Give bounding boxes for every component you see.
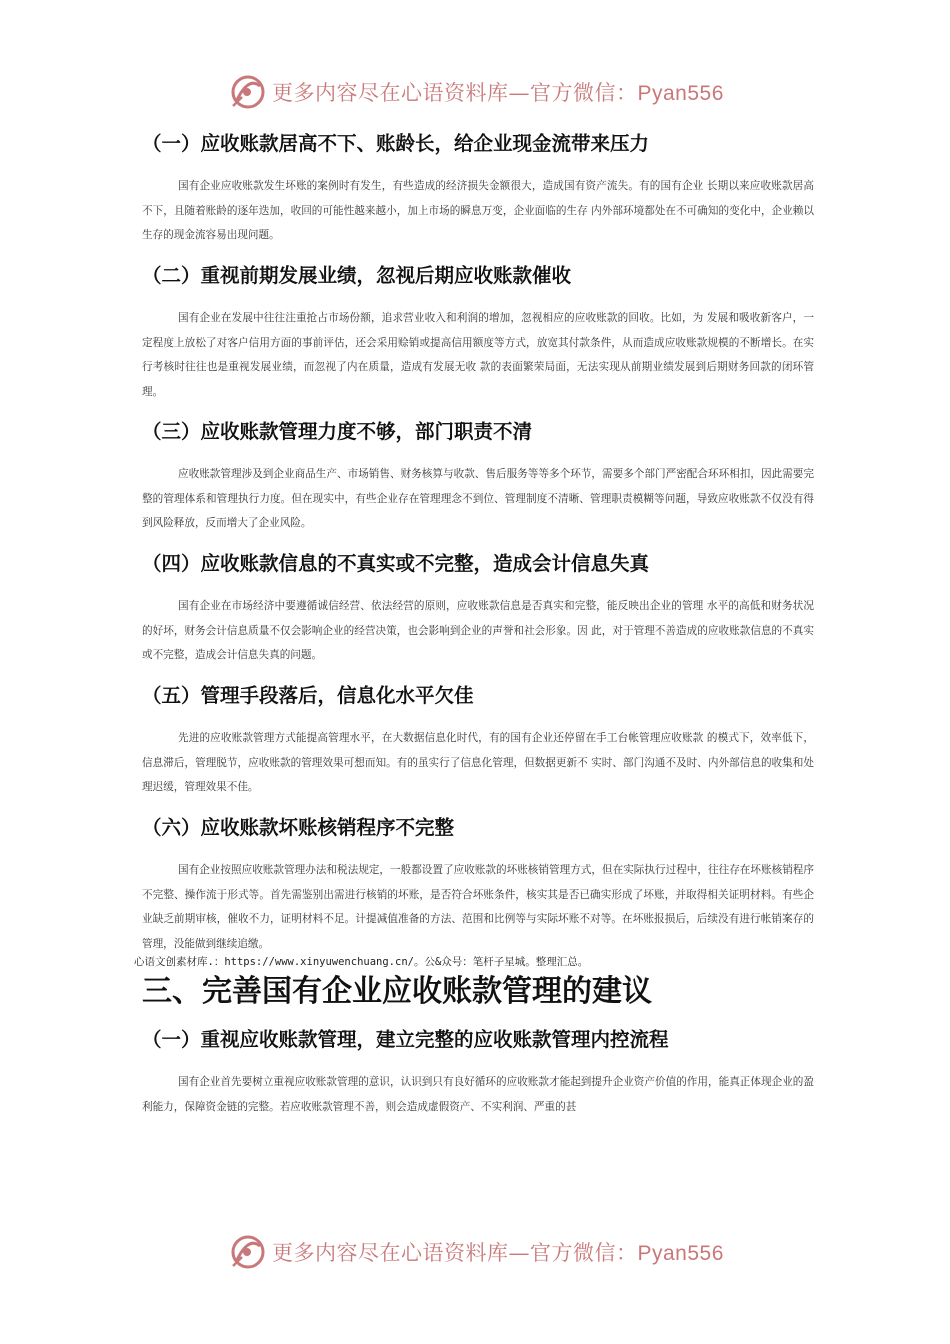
header-banner xyxy=(228,72,724,112)
section-5 xyxy=(142,680,814,800)
section-paragraph: 国有企业首先要树立重视应收账款管理的意识，认识到只有良好循环的应收账款才能起到提升企业资产价值的作用，能真正体现企业的盈利能力，保障资金链的完整。若应收账款管理不善，则会造成虚假资产、不实利润、严重的甚 xyxy=(142,1076,814,1113)
xinyu-logo-icon xyxy=(228,72,268,112)
section-1 xyxy=(142,128,814,248)
chapter-section-1 xyxy=(142,1024,814,1119)
banner-text: 更多内容尽在心语资料库—官方微信：Pyan556 xyxy=(272,81,724,105)
section-paragraph: 国有企业应收账款发生坏账的案例时有发生，有些造成的经济损失金额很大，造成国有资产流失。有的国有企业 长期以来应收账款居高不下，且随着账龄的逐年迭加，收回的可能性越来越小，加上市场的瞬息万变，企业面临的生存 内外部环境都处在不可确知的变化中，企业赖以生存的现金流容易出现问题。 xyxy=(142,180,814,241)
source-note: 心语文创素材库.：https://www.xinyuwenchuang.cn/。公&众号：笔杆子星城。整理汇总。 xyxy=(134,956,589,968)
chapter-heading: 三、完善国有企业应收账款管理的建议 xyxy=(142,974,652,1009)
section-heading: （一）重视应收账款管理，建立完整的应收账款管理内控流程 xyxy=(142,1028,669,1051)
section-heading: （五）管理手段落后，信息化水平欠佳 xyxy=(142,684,474,707)
section-heading: （四）应收账款信息的不真实或不完整，造成会计信息失真 xyxy=(142,552,650,575)
wechat-id: Pyan556 xyxy=(637,1242,724,1265)
section-paragraph: 国有企业在发展中往往注重抢占市场份额，追求营业收入和利润的增加，忽视相应的应收账款的回收。比如，为 发展和吸收新客户，一定程度上放松了对客户信用方面的事前评估，还会采用赊销或提高信用额度等方式，放宽其付款条件，从而造成应收账款规模的不断增长。在实行考核时往往也是重视发展业绩，而忽视了内在质量，造成有发展无收 款的表面繁荣局面，无法实现从前期业绩发展到后期财务回款的闭环管理。 xyxy=(142,312,814,398)
section-paragraph: 应收账款管理涉及到企业商品生产、市场销售、财务核算与收款、售后服务等等多个环节，需要多个部门严密配合环环相扣，因此需要完整的管理体系和管理执行力度。但在现实中，有些企业存在管理理念不到位、管理制度不清晰、管理职责模糊等问题，导致应收账款不仅没有得到风险释放，反而增大了企业风险。 xyxy=(142,468,814,529)
section-4 xyxy=(142,548,814,668)
section-paragraph: 国有企业按照应收账款管理办法和税法规定，一般都设置了应收账款的坏账核销管理方式，但在实际执行过程中，往往存在坏账核销程序不完整、操作流于形式等。首先需鉴别出需进行核销的坏账，是否符合坏账条件，核实其是否已确实形成了坏账，并取得相关证明材料。有些企业缺乏前期审核，催收不力，证明材料不足。计提减值准备的方法、范围和比例等与实际坏账不对等。在坏账报损后，后续没有进行帐销案存的管理，没能做到继续追缴。 xyxy=(142,864,814,950)
section-heading: （一）应收账款居高不下、账龄长，给企业现金流带来压力 xyxy=(142,132,650,155)
banner-text: 更多内容尽在心语资料库—官方微信：Pyan556 xyxy=(272,1241,724,1265)
section-heading: （二）重视前期发展业绩，忽视后期应收账款催收 xyxy=(142,264,572,287)
section-heading: （三）应收账款管理力度不够，部门职责不清 xyxy=(142,420,533,443)
xinyu-logo-icon xyxy=(228,1232,268,1272)
section-heading: （六）应收账款坏账核销程序不完整 xyxy=(142,816,455,839)
section-3 xyxy=(142,416,814,536)
section-paragraph: 国有企业在市场经济中要遵循诚信经营、依法经营的原则，应收账款信息是否真实和完整，能反映出企业的管理 水平的高低和财务状况的好坏，财务会计信息质量不仅会影响企业的经营决策，也会影响到企业的声誉和社会形象。因 此，对于管理不善造成的应收账款信息的不真实或不完整，造成会计信息失真的问题。 xyxy=(142,600,814,661)
footer-banner xyxy=(228,1232,724,1272)
section-paragraph: 先进的应收账款管理方式能提高管理水平，在大数据信息化时代，有的国有企业还停留在手工台帐管理应收账款 的模式下，效率低下，信息滞后，管理脱节，应收账款的管理效果可想而知。有的虽实行了信息化管理，但数据更新不 实时、部门沟通不及时、内外部信息的收集和处理迟缓，管理效果不佳。 xyxy=(142,732,814,793)
section-6 xyxy=(142,812,814,956)
wechat-id: Pyan556 xyxy=(637,82,724,105)
section-2 xyxy=(142,260,814,404)
